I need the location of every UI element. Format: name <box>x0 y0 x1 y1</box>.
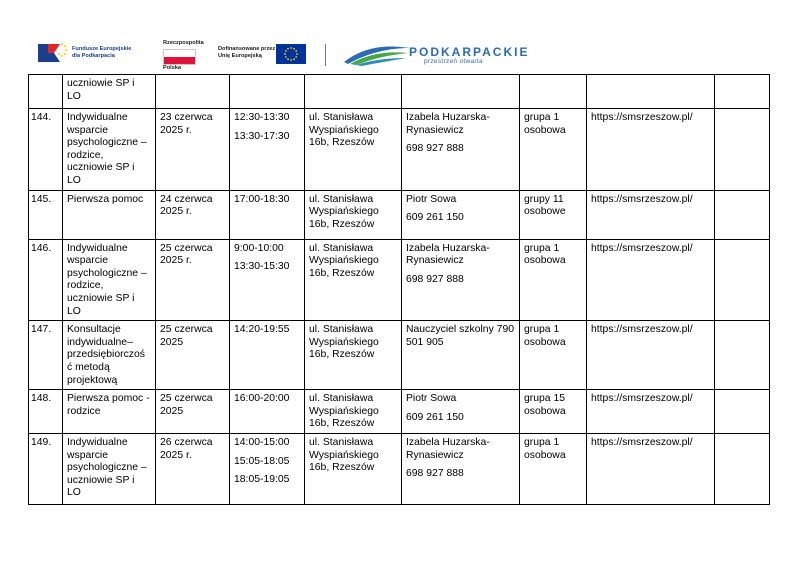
pl-logo-text <box>163 40 204 71</box>
cell-times <box>230 390 305 434</box>
eu-logo-line2: Unię Europejską <box>218 52 262 59</box>
cell-contact-line: 698 927 888 <box>406 143 464 155</box>
cell-title: Konsultacje indywidualne– przedsiębiorczoś ć metodą projektową <box>63 321 156 390</box>
cell-group: grupa 15 osobowa <box>520 390 587 434</box>
cell-times-line: 14:00-15:00 <box>234 437 290 449</box>
cell-title: Indywidualne wsparcie psychologiczne – rodzice, uczniowie SP i LO <box>63 239 156 321</box>
fundusze-europejskie-logo-icon <box>38 41 68 65</box>
cell-link <box>587 75 715 109</box>
polish-flag-icon <box>163 49 196 65</box>
cell-times-line: 9:00-10:00 <box>234 242 284 254</box>
cell-times-line: 16:00-20:00 <box>234 393 290 405</box>
cell-times-line: 12:30-13:30 <box>234 112 290 123</box>
cell-link: https://smsrzeszow.pl/ <box>587 321 715 390</box>
pl-logo-line2: Polska <box>163 65 182 71</box>
cell-extra <box>715 390 770 434</box>
cell-place: ul. Stanisława Wyspiańskiego 16b, Rzeszów <box>305 390 402 434</box>
cell-date: 25 czerwca 2025 r. <box>156 239 230 321</box>
cell-group: grupa 1 osobowa <box>520 109 587 191</box>
fe-logo-line2: dla Podkarpacia <box>72 52 115 59</box>
cell-no: 144. <box>29 109 63 191</box>
cell-extra <box>715 434 770 505</box>
cell-contact <box>402 390 520 434</box>
cell-times <box>230 321 305 390</box>
cell-link: https://smsrzeszow.pl/ <box>587 239 715 321</box>
table-row <box>29 109 770 191</box>
cell-group: grupa 1 osobowa <box>520 239 587 321</box>
cell-contact <box>402 239 520 321</box>
cell-contact <box>402 434 520 505</box>
logo-separator <box>325 44 326 66</box>
cell-contact <box>402 190 520 239</box>
cell-extra <box>715 75 770 109</box>
cell-no: 145. <box>29 190 63 239</box>
schedule-rows <box>29 75 770 505</box>
cell-extra <box>715 109 770 191</box>
cell-place: ul. Stanisława Wyspiańskiego 16b, Rzeszów <box>305 321 402 390</box>
fe-logo-line1: Fundusze Europejskie <box>72 46 132 52</box>
fe-logo-text <box>72 46 131 60</box>
cell-title: Indywidualne wsparcie psychologiczne –uczniowie SP i LO <box>63 434 156 505</box>
table-row <box>29 434 770 505</box>
cell-link: https://smsrzeszow.pl/ <box>587 190 715 239</box>
cell-contact-line: Izabela Huzarska-Rynasiewicz <box>406 112 490 136</box>
cell-group: grupa 1 osobowa <box>520 321 587 390</box>
cell-group: grupy 11 osobowe <box>520 190 587 239</box>
cell-contact-line: Piotr Sowa <box>406 393 457 405</box>
cell-contact <box>402 75 520 109</box>
cell-title: Pierwsza pomoc - rodzice <box>63 390 156 434</box>
cell-group <box>520 75 587 109</box>
cell-extra <box>715 321 770 390</box>
cell-contact-line: Piotr Sowa <box>406 193 457 205</box>
cell-extra <box>715 190 770 239</box>
cell-contact-line: 609 261 150 <box>406 212 464 224</box>
table-row <box>29 75 770 109</box>
cell-place: ul. Stanisława Wyspiańskiego 16b, Rzeszów <box>305 190 402 239</box>
cell-title: Pierwsza pomoc <box>63 190 156 239</box>
cell-place <box>305 75 402 109</box>
cell-extra <box>715 239 770 321</box>
cell-link: https://smsrzeszow.pl/ <box>587 109 715 191</box>
schedule-table <box>28 74 770 505</box>
cell-title: Indywidualne wsparcie psychologiczne – rodzice, uczniowie SP i LO <box>63 109 156 191</box>
table-row <box>29 390 770 434</box>
cell-no <box>29 75 63 109</box>
table-row <box>29 190 770 239</box>
cell-group: grupa 1 osobowa <box>520 434 587 505</box>
cell-link: https://smsrzeszow.pl/ <box>587 434 715 505</box>
pl-logo-line1: Rzeczpospolita <box>163 40 204 46</box>
podkarpackie-swoosh-icon <box>342 42 414 66</box>
cell-contact-line: 609 261 150 <box>406 411 464 423</box>
cell-contact <box>402 321 520 390</box>
eu-flag-icon <box>276 44 306 64</box>
table-row <box>29 239 770 321</box>
eu-logo-text <box>218 46 275 60</box>
cell-contact-line: 698 927 888 <box>406 468 464 480</box>
cell-no: 146. <box>29 239 63 321</box>
cell-times <box>230 239 305 321</box>
cell-date: 25 czerwca 2025 <box>156 321 230 390</box>
cell-times <box>230 434 305 505</box>
table-row <box>29 321 770 390</box>
cell-contact-line: Izabela Huzarska-Rynasiewicz <box>406 242 490 267</box>
eu-logo-line1: Dofinansowane przez <box>218 46 276 52</box>
cell-link: https://smsrzeszow.pl/ <box>587 390 715 434</box>
cell-no: 147. <box>29 321 63 390</box>
cell-no: 149. <box>29 434 63 505</box>
cell-contact <box>402 109 520 191</box>
cell-times <box>230 109 305 191</box>
cell-times-line: 18:05-19:05 <box>234 474 290 486</box>
cell-place: ul. Stanisława Wyspiańskiego 16b, Rzeszów <box>305 434 402 505</box>
cell-place: ul. Stanisława Wyspiańskiego 16b, Rzeszów <box>305 239 402 321</box>
cell-times-line: 13:30-15:30 <box>234 261 290 273</box>
cell-times <box>230 190 305 239</box>
header-logos <box>0 0 800 75</box>
cell-date: 23 czerwca 2025 r. <box>156 109 230 191</box>
cell-place: ul. Stanisława Wyspiańskiego 16b, Rzeszów <box>305 109 402 191</box>
cell-times <box>230 75 305 109</box>
podkarpackie-name: PODKARPACKIE <box>409 45 530 59</box>
cell-date: 24 czerwca 2025 r. <box>156 190 230 239</box>
cell-no: 148. <box>29 390 63 434</box>
cell-date: 25 czerwca 2025 <box>156 390 230 434</box>
cell-times-line: 14:20-19:55 <box>234 324 290 336</box>
cell-contact-line: Nauczyciel szkolny 790 501 905 <box>406 324 514 348</box>
cell-times-line: 17:00-18:30 <box>234 193 290 205</box>
podkarpackie-tagline: przestrzeń otwarta <box>424 58 483 65</box>
cell-title: uczniowie SP i LO <box>63 75 156 109</box>
cell-contact-line: Izabela Huzarska-Rynasiewicz <box>406 437 490 461</box>
cell-date <box>156 75 230 109</box>
cell-contact-line: 698 927 888 <box>406 273 464 285</box>
cell-times-line: 13:30-17:30 <box>234 130 290 142</box>
cell-date: 26 czerwca 2025 r. <box>156 434 230 505</box>
cell-times-line: 15:05-18:05 <box>234 455 290 467</box>
